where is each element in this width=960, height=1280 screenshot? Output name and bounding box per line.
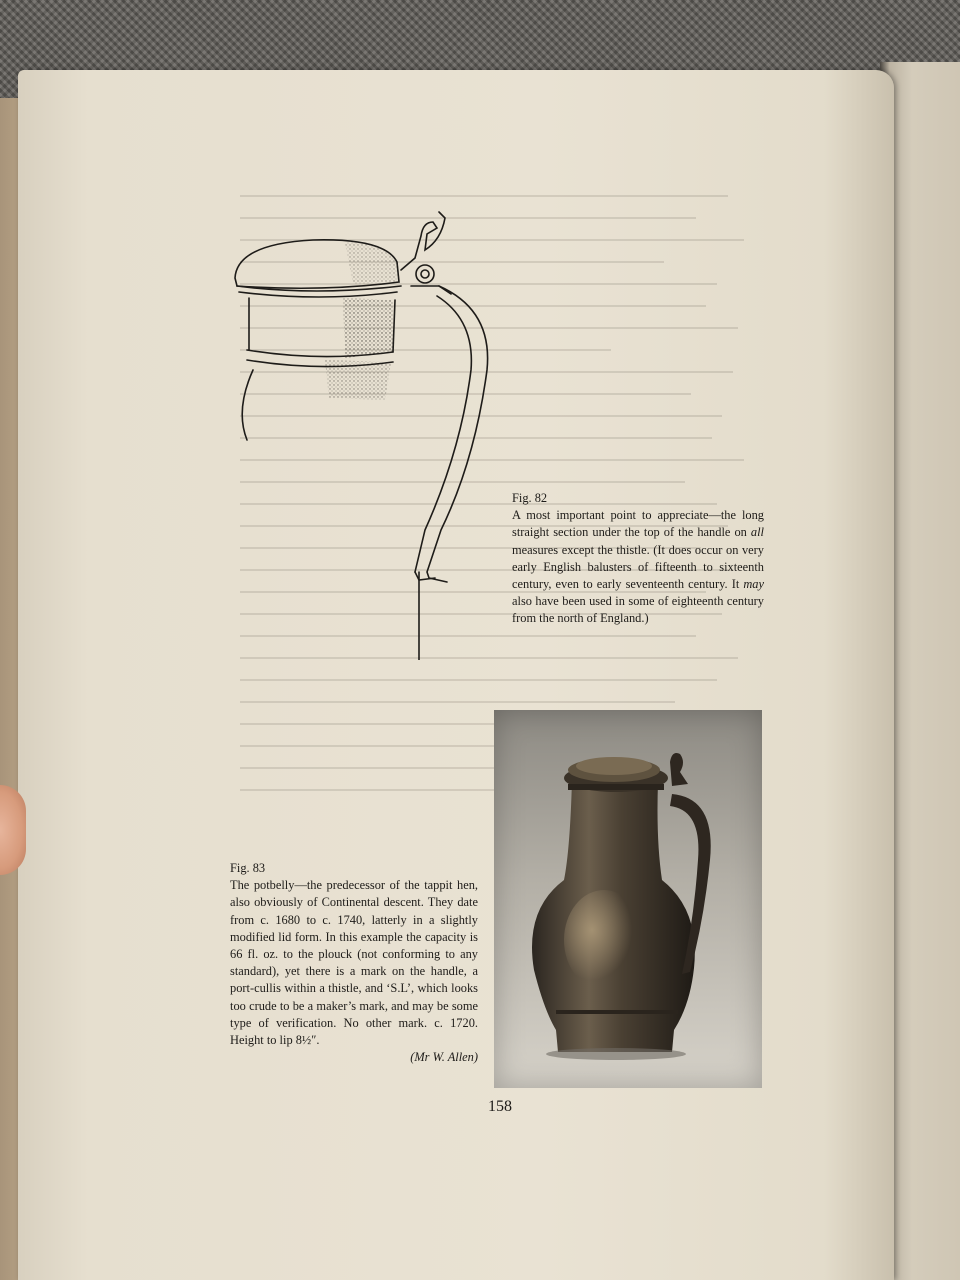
fig82-text-em: all [750, 525, 764, 540]
fig82-text-b: measures except the thistle. (It does occur on very early English balusters of fifteenth to sixteenth century, even to early seventeenth century. It [512, 542, 764, 592]
fig82-label: Fig. 82 [512, 491, 548, 505]
fig83-caption [230, 860, 478, 1066]
lidded-measure-drawing-icon [225, 200, 515, 660]
potbelly-photo [494, 710, 762, 1088]
fig83-label: Fig. 83 [230, 861, 266, 875]
page-number: 158 [488, 1098, 512, 1115]
potbelly-jug-photo-icon [494, 710, 762, 1088]
fig83-text: The potbelly—the predecessor of the tappit hen, also obviously of Continental descent. They date from c. 1680 to c. 1740, latterly in a slightly modified lid form. In this example the capacity is 66 fl. oz. to the plouck (not conforming to any standard), yet there is a mark on the handle, a port-cullis within a thistle, and ‘S.L’, which looks too crude to be a maker’s mark, and may be some type of verification. No other mark. c. 1720. Height to lip 8½″. [230, 878, 478, 1048]
fig83-credit: (Mr W. Allen) [410, 1050, 478, 1065]
fig82-text-a: A most important point to appreciate—the long straight section under the top of the handle on [512, 508, 764, 540]
fig82-text-c: also have been used in some of eighteenth century from the north of England.) [512, 594, 764, 626]
thumb [0, 785, 26, 875]
fig82-text-em2: may [743, 577, 764, 592]
fig82-caption [512, 490, 764, 628]
